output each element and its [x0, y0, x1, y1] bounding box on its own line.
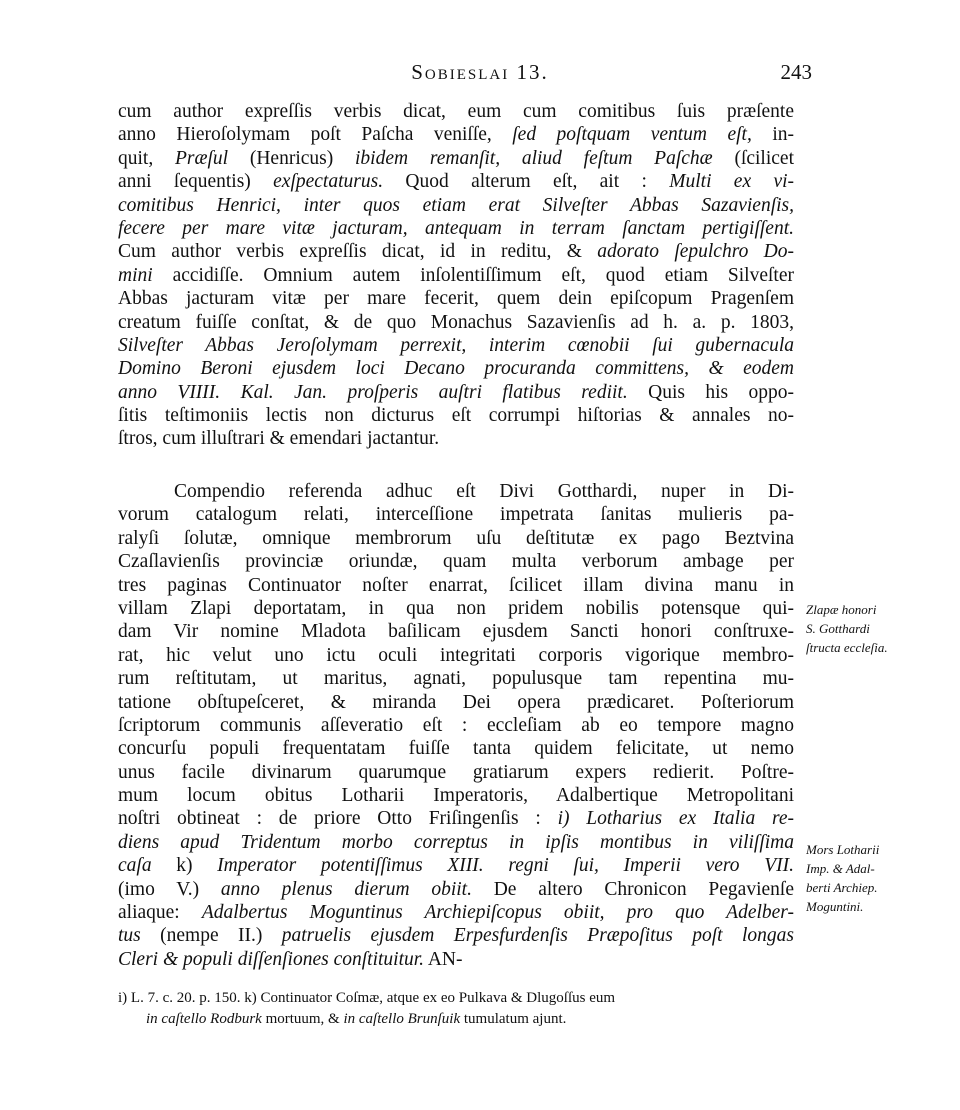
text-segment: ſitis teſtimoniis lectis non dicturus eſt corrumpi hiſtorias & annales no-	[118, 405, 794, 427]
text-segment: (nempe II.)	[140, 925, 282, 947]
text-segment: creatum fuiſſe conſtat, & de quo Monachus Sazavienſis ad h. a. p. 1803,	[118, 311, 794, 333]
text-segment: (ſcilicet	[712, 147, 794, 169]
italic-text: adorato ſepulchro Do-	[597, 241, 794, 263]
text-line	[118, 988, 794, 1009]
text-segment: (Henricus)	[228, 147, 355, 169]
italic-text: Cleri & populi diſſenſiones conſtituitur.	[118, 948, 425, 970]
text-segment: tres paginas Continuator noſter enarrat, ſcilicet illam divina manu in	[118, 574, 794, 596]
italic-text: ſed poſtquam ventum eſt,	[512, 124, 752, 146]
text-segment: i) L. 7. c. 20. p. 150. k) Continuator Coſmæ, atque ex eo Pulkava & Dlugoſſus eum	[118, 990, 616, 1006]
text-segment: dam Vir nomine Mladota baſilicam ejusdem Sancti honori conſtruxe-	[118, 621, 794, 643]
text-segment: villam Zlapi deportatam, in qua non pridem nobilis potensque qui-	[118, 597, 794, 619]
text-segment: aliaque:	[118, 902, 202, 924]
text-line	[118, 217, 794, 240]
text-line	[118, 334, 794, 357]
text-segment: tumulatum ajunt.	[460, 1011, 567, 1027]
text-segment: rat, hic velut uno ictu oculi integritati corporis vigorique membro-	[118, 644, 794, 666]
running-title: Sobieslai 13.	[411, 60, 549, 84]
text-segment: AN-	[424, 948, 463, 970]
text-segment: Czaſlavienſis provinciæ oriundæ, quam multa verborum ambage per	[118, 551, 794, 573]
italic-text: tus	[118, 925, 141, 947]
italic-text: exſpectaturus.	[273, 171, 384, 193]
paragraph-2	[118, 480, 794, 971]
text-segment: ſcriptorum communis aſſeveratio eſt : eccleſiam ab eo tempore magno	[118, 714, 794, 736]
text-line	[118, 100, 794, 123]
text-line	[118, 714, 794, 737]
margin-note-line: Mors Lotharii	[806, 842, 880, 857]
italic-text: i) Lotharius ex Italia re-	[557, 808, 794, 830]
text-segment: tatione obſtupeſceret, & miranda Dei opera prædicaret. Poſteriorum	[118, 691, 794, 713]
text-line	[118, 854, 794, 877]
text-line	[118, 123, 794, 146]
text-line	[118, 1009, 794, 1030]
text-line	[118, 240, 794, 263]
text-segment: anni ſequentis)	[118, 171, 274, 193]
running-head	[0, 60, 960, 90]
text-line	[118, 287, 794, 310]
paragraph-1	[118, 100, 794, 451]
text-segment: noſtri obtineat : de priore Otto Friſingenſis :	[118, 808, 558, 830]
text-segment: Quis his oppo-	[627, 381, 794, 403]
text-segment: rum reſtitutam, ut maritus, agnati, populusque tam repentina mu-	[118, 668, 794, 690]
italic-text: anno plenus dierum obiit.	[220, 878, 472, 900]
italic-text: in caſtello Brunſuik	[343, 1011, 461, 1027]
text-segment: De altero Chronicon Pegavienſe	[471, 878, 794, 900]
text-line	[118, 480, 794, 503]
text-line	[118, 878, 794, 901]
text-segment: accidiſſe. Omnium autem inſolentiſſimum eſt, quod etiam Silveſter	[152, 264, 794, 286]
margin-note-1	[806, 600, 936, 657]
italic-text: fecere per mare vitæ jacturam, antequam in terram ſanctam pertigiſſent.	[118, 217, 794, 239]
text-line	[118, 264, 794, 287]
text-line	[118, 644, 794, 667]
text-segment: Compendio referenda adhuc eſt Divi Gotthardi, nuper in Di-	[174, 481, 794, 502]
page-number: 243	[780, 60, 812, 84]
italic-text: Imperator potentiſſimus XIII. regni ſui, Imperii vero VII.	[217, 855, 794, 877]
text-segment: (imo V.)	[118, 878, 221, 900]
text-line	[118, 381, 794, 404]
text-line	[118, 550, 794, 573]
margin-note-2	[806, 840, 936, 916]
margin-note-line: berti Archiep.	[806, 880, 878, 895]
text-line	[118, 194, 794, 217]
text-segment: Abbas jacturam vitæ per mare fecerit, quem dein epiſcopum Pragenſem	[118, 288, 794, 310]
text-line	[118, 831, 794, 854]
text-line	[118, 574, 794, 597]
italic-text: diens apud Tridentum morbo correptus in ipſis montibus in viliſſima	[118, 831, 794, 853]
margin-note-line: ſtructa eccleſia.	[806, 640, 888, 655]
footnotes	[118, 988, 794, 1030]
text-line	[118, 427, 794, 450]
italic-text: caſa	[118, 855, 152, 877]
margin-note-line: Moguntini.	[806, 899, 864, 914]
text-line	[118, 597, 794, 620]
text-segment: vorum catalogum relati, interceſſione impetrata ſanitas mulieris pa-	[118, 504, 794, 526]
text-line	[118, 784, 794, 807]
text-segment: mortuum, &	[261, 1011, 344, 1027]
text-segment: ralyſi ſolutæ, omnique membrorum uſu deſtitutæ ex pago Beztvina	[118, 527, 794, 549]
text-segment: Quod alterum eſt, ait :	[383, 171, 670, 193]
text-segment: unus facile divinarum quarumque gratiarum expers redierit. Poſtre-	[118, 761, 794, 783]
italic-text: anno VIIII. Kal. Jan. proſperis auſtri flatibus rediit.	[118, 381, 628, 403]
text-segment: quit,	[118, 147, 175, 169]
text-line	[118, 527, 794, 550]
text-segment: concurſu populi frequentatam fuiſſe tanta quidem felicitate, ut nemo	[118, 738, 794, 760]
text-line	[118, 357, 794, 380]
margin-note-line: Imp. & Adal-	[806, 861, 875, 876]
text-line	[118, 948, 794, 971]
text-segment: ſtros, cum illuſtrari & emendari jactantur.	[118, 428, 440, 450]
text-line	[118, 667, 794, 690]
text-line	[118, 404, 794, 427]
text-segment: anno Hieroſolymam poſt Paſcha veniſſe,	[118, 124, 513, 146]
margin-note-line: S. Gotthardi	[806, 621, 870, 636]
italic-text: comitibus Henrici, inter quos etiam erat Silveſter Abbas Sazavienſis,	[118, 194, 794, 216]
text-line	[118, 503, 794, 526]
text-line	[118, 807, 794, 830]
text-line	[118, 620, 794, 643]
text-line	[118, 147, 794, 170]
text-line	[118, 691, 794, 714]
text-line	[118, 761, 794, 784]
italic-text: Præſul	[174, 147, 229, 169]
italic-text: Multi ex vi-	[669, 171, 794, 193]
text-line	[118, 311, 794, 334]
italic-text: in caſtello Rodburk	[146, 1011, 262, 1027]
text-line	[118, 737, 794, 760]
italic-text: mini	[118, 264, 153, 286]
text-line	[118, 170, 794, 193]
italic-text: Adalbertus Moguntinus Archiepiſcopus obiit, pro quo Adelber-	[201, 902, 794, 924]
text-segment: in-	[751, 124, 794, 146]
text-line	[118, 924, 794, 947]
text-segment: Cum author verbis expreſſis dicat, id in reditu, &	[118, 241, 598, 263]
text-line	[118, 901, 794, 924]
italic-text: patruelis ejusdem Erpesfurdenſis Præpoſitus poſt longas	[281, 925, 794, 947]
italic-text: Domino Beroni ejusdem loci Decano procuranda committens, & eodem	[118, 358, 794, 380]
italic-text: ibidem remanſit, aliud feſtum Paſchæ	[355, 147, 713, 169]
text-segment: k)	[151, 855, 218, 877]
margin-note-line: Zlapæ honori	[806, 602, 877, 617]
text-segment: mum locum obitus Lotharii Imperatoris, Adalbertique Metropolitani	[118, 785, 794, 807]
text-segment: cum author expreſſis verbis dicat, eum cum comitibus ſuis præſente	[118, 101, 794, 122]
italic-text: Silveſter Abbas Jeroſolymam perrexit, interim cœnobii ſui gubernacula	[118, 334, 794, 356]
